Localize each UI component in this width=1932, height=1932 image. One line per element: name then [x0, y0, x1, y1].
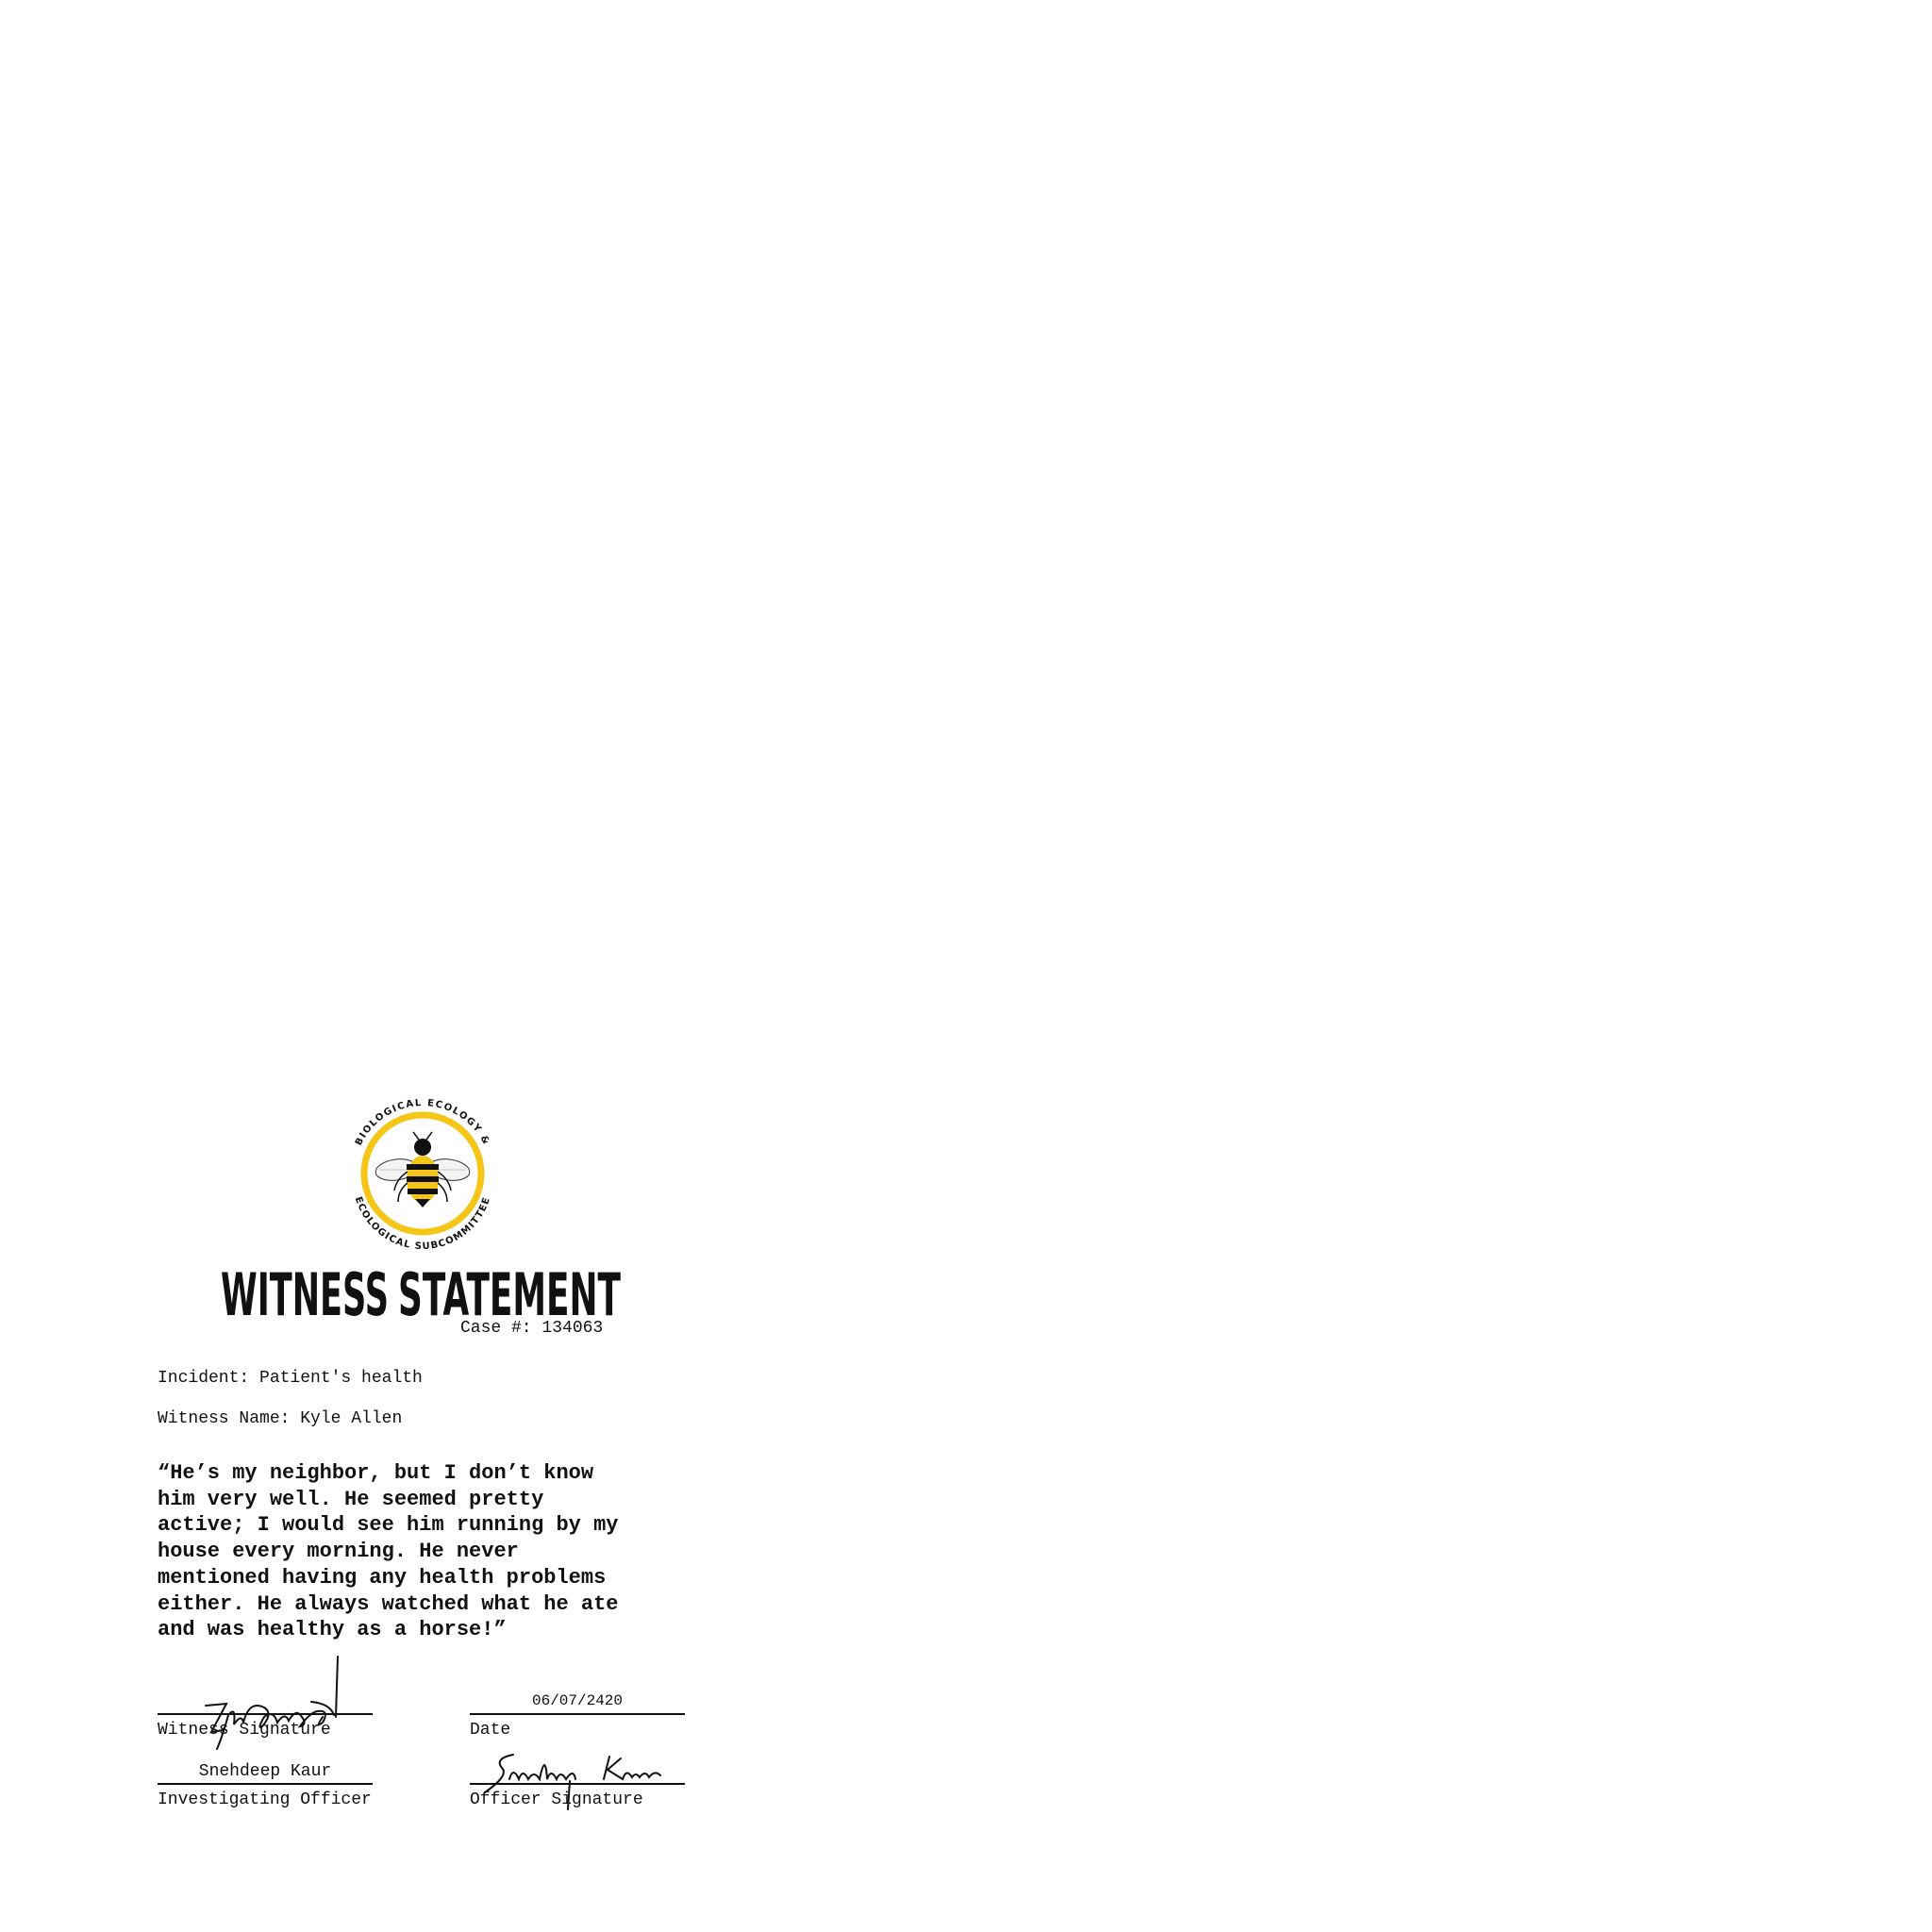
page-title [213, 1260, 628, 1323]
date-line [470, 1713, 685, 1715]
statement-line: house every morning. He never [158, 1540, 519, 1564]
logo-ring-text-bottom: ECOLOGICAL SUBCOMMITTEE [352, 1195, 493, 1253]
officer-name-line [158, 1783, 373, 1785]
title-word-statement: STATEMENT [398, 1260, 621, 1323]
statement-line: mentioned having any health problems [158, 1565, 607, 1590]
statement-line: him very well. He seemed pretty [158, 1487, 544, 1511]
date-value: 06/07/2420 [531, 1692, 623, 1709]
witness-signature-image [198, 1655, 358, 1758]
date-label: Date [470, 1721, 511, 1740]
bee-icon [375, 1132, 472, 1208]
statement-line: “He’s my neighbor, but I don’t know [158, 1461, 594, 1485]
title-word-witness: WITNESS [221, 1260, 389, 1323]
witness-signature-line [158, 1713, 373, 1715]
case-number: Case #: 134063 [460, 1319, 604, 1338]
statement-text [158, 1460, 667, 1643]
witness-name-field: Witness Name: Kyle Allen [158, 1409, 403, 1428]
logo-ring-text-top: BIOLOGICAL ECOLOGY & [353, 1097, 492, 1148]
officer-signature-line [470, 1783, 685, 1785]
witness-signature-label: Witness Signature [158, 1721, 331, 1740]
statement-line: active; I would see him running by my [158, 1513, 619, 1538]
officer-name-value: Snehdeep Kaur [198, 1762, 332, 1781]
bee-logo-seal [341, 1092, 504, 1255]
incident-field: Incident: Patient's health [158, 1369, 423, 1388]
officer-name-label: Investigating Officer [158, 1790, 372, 1809]
officer-signature-label: Officer Signature [470, 1790, 643, 1809]
statement-line: and was healthy as a horse!” [158, 1618, 507, 1642]
statement-line: either. He always watched what he ate [158, 1591, 619, 1616]
